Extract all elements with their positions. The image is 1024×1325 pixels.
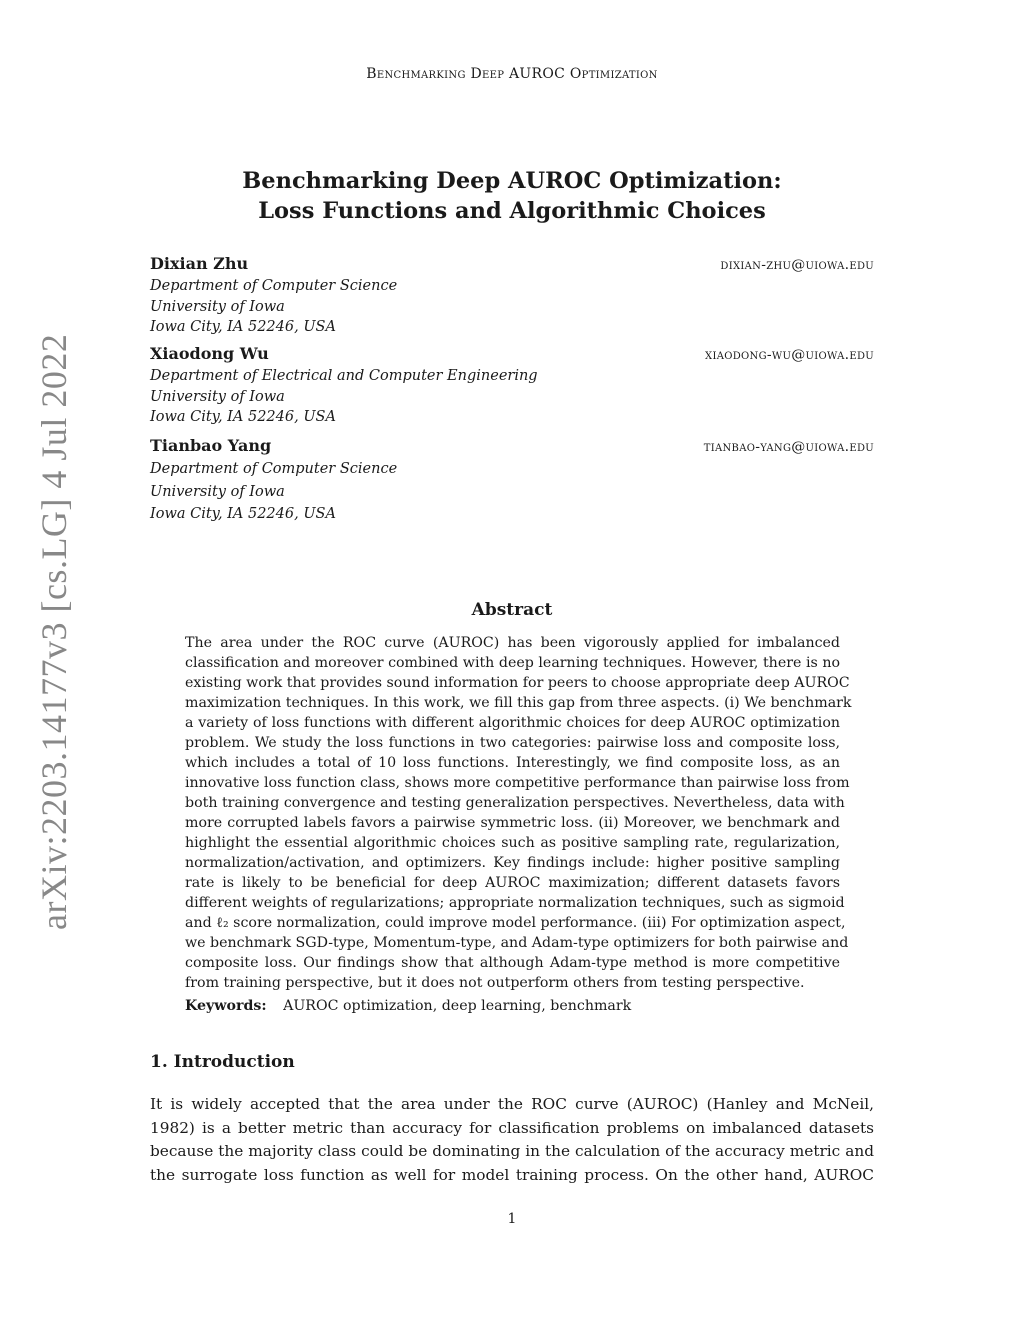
author-city: Iowa City, IA 52246, USA [150,319,336,335]
title-line-1: Benchmarking Deep AUROC Optimization: [242,168,782,194]
abstract-line: The area under the ROC curve (AUROC) has been vigorously applied for imbalanced [185,635,840,651]
author-email[interactable]: dixian-zhu@uiowa.edu [720,257,874,273]
abstract-line: we benchmark SGD-type, Momentum-type, and Adam-type optimizers for both pairwise and [185,935,849,951]
arxiv-identifier-stamp: arXiv:2203.14177v3 [cs.LG] 4 Jul 2022 [34,333,74,930]
author-department: Department of Computer Science [150,461,398,477]
abstract-line: which includes a total of 10 loss functions. Interestingly, we find composite loss, as an [185,755,840,771]
abstract-heading: Abstract [471,600,553,620]
abstract-line: a variety of loss functions with different algorithmic choices for deep AUROC optimization [185,715,840,731]
author-city: Iowa City, IA 52246, USA [150,409,336,425]
abstract-line: rate is likely to be beneficial for deep AUROC maximization; different datasets favors [185,875,840,891]
abstract-line: both training convergence and testing generalization perspectives. Nevertheless, data with [185,795,845,811]
author-university: University of Iowa [150,483,285,500]
abstract-body [185,633,852,993]
title-line-2: Loss Functions and Algorithmic Choices [258,198,766,224]
author-city: Iowa City, IA 52246, USA [150,506,336,522]
abstract-line: more corrupted labels favors a pairwise symmetric loss. (ii) Moreover, we benchmark and [185,815,840,831]
intro-line: It is widely accepted that the area under the ROC curve (AUROC) (Hanley and McNeil, [150,1095,874,1113]
abstract-line: innovative loss function class, shows more competitive performance than pairwise loss from [185,775,850,791]
author-university: University of Iowa [150,298,285,315]
abstract-line: existing work that provides sound information for peers to choose appropriate deep AUROC [185,675,850,691]
abstract-line: classification and moreover combined with deep learning techniques. However, there is no [185,655,840,671]
abstract-line: from training perspective, but it does not outperform others from testing perspective. [185,975,805,991]
keywords-label: Keywords: [185,998,267,1014]
author-block [150,436,874,526]
introduction-body [150,1093,874,1187]
intro-line: because the majority class could be dominating in the calculation of the accuracy metric and [150,1142,874,1160]
author-university: University of Iowa [150,388,285,405]
intro-line: 1982) is a better metric than accuracy for classification problems on imbalanced datasets [150,1118,874,1137]
author-name: Tianbao Yang [150,436,272,455]
author-email[interactable]: xiaodong-wu@uiowa.edu [705,347,874,363]
paper-title [0,166,1024,226]
author-block [150,254,874,338]
author-email[interactable]: tianbao-yang@uiowa.edu [703,439,874,455]
author-name: Dixian Zhu [150,254,249,273]
author-block [150,344,874,428]
abstract-line: different weights of regularizations; appropriate normalization techniques, such as sigmoid [185,895,845,911]
running-head: Benchmarking Deep AUROC Optimization [366,66,658,82]
abstract-line: maximization techniques. In this work, we fill this gap from three aspects. (i) We benchmark [185,695,852,711]
abstract-line: and ℓ₂ score normalization, could improve model performance. (iii) For optimization aspect, [185,915,846,931]
author-name: Xiaodong Wu [150,344,269,363]
abstract-line: composite loss. Our findings show that although Adam-type method is more competitive [185,955,840,971]
keywords [185,998,631,1014]
abstract-line: normalization/activation, and optimizers. Key findings include: higher positive sampling [185,855,840,871]
author-department: Department of Electrical and Computer Engineering [150,368,538,384]
intro-line: the surrogate loss function as well for model training process. On the other hand, AUROC [150,1165,874,1184]
page-number: 1 [507,1211,517,1227]
author-department: Department of Computer Science [150,278,398,294]
keywords-value: AUROC optimization, deep learning, benchmark [283,998,632,1014]
abstract-line: problem. We study the loss functions in two categories: pairwise loss and composite loss, [185,735,840,751]
section-heading-introduction: 1. Introduction [150,1052,295,1072]
abstract-line: highlight the essential algorithmic choices such as positive sampling rate, regularization, [185,835,840,851]
